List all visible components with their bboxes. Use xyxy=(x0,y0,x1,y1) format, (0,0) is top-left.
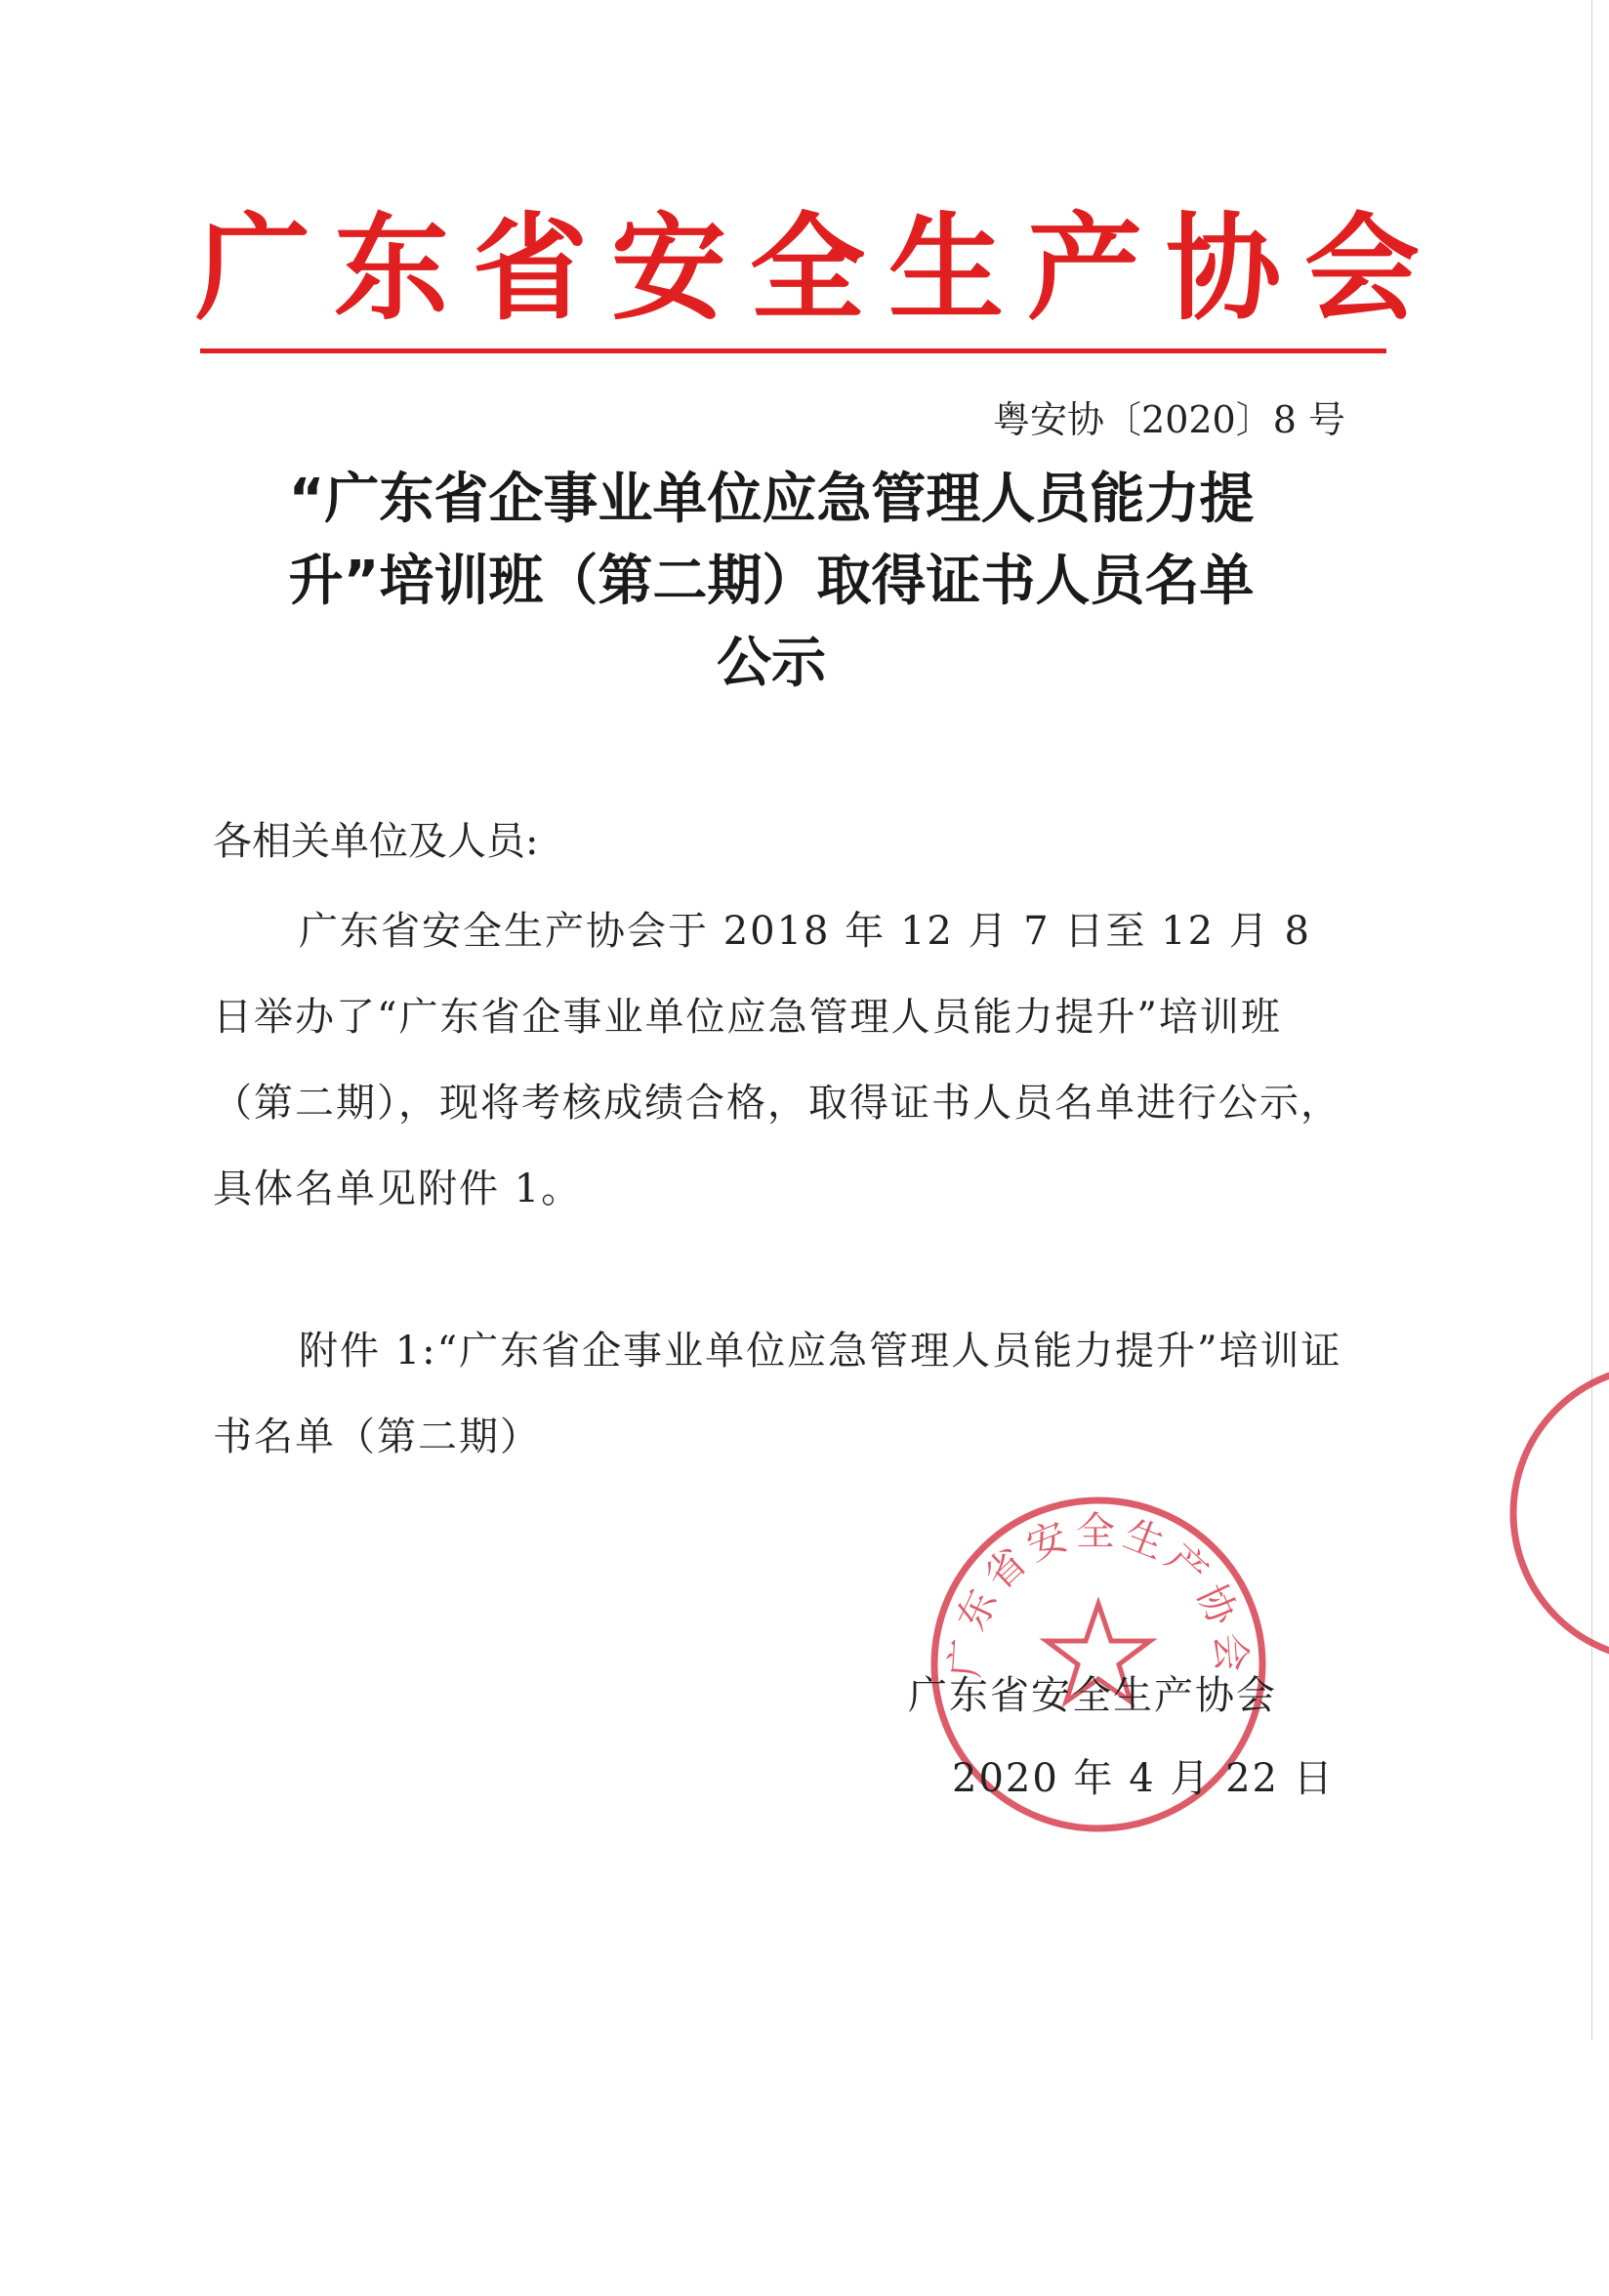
document-number: 粤安协〔2020〕8 号 xyxy=(993,398,1345,441)
title-line-3: 公示 xyxy=(717,632,826,695)
document-title xyxy=(215,459,1328,705)
signature-organization: 广东省安全生产协会 xyxy=(908,1673,1277,1718)
signature-date: 2020 年 4 月 22 日 xyxy=(952,1756,1335,1801)
letterhead-organization: 广东省安全生产协会 xyxy=(195,201,1444,336)
title-line-2: 升”培训班（第二期）取得证书人员名单 xyxy=(288,550,1255,613)
body-paragraph: 广东省安全生产协会于 2018 年 12 月 7 日至 12 月 8 日举办了“广东省企事业单位应急管理人员能力提升”培训班（第二期），现将考核成绩合格，取得证书人员名单进行公示，具体名单见附件 1。 xyxy=(213,909,1341,1211)
letterhead-red-rule xyxy=(200,348,1386,353)
seal-text: 广东省安全生产协会 xyxy=(942,1509,1255,1680)
svg-text:广东省安全生产协会 xyxy=(943,1509,1254,1679)
attachment-note: 附件 1:“广东省企事业单位应急管理人员能力提升”培训证书名单（第二期） xyxy=(213,1329,1342,1459)
title-line-1: “广东省企事业单位应急管理人员能力提 xyxy=(288,468,1255,531)
scan-edge-line xyxy=(1591,0,1592,2040)
salutation: 各相关单位及人员: xyxy=(213,819,539,864)
